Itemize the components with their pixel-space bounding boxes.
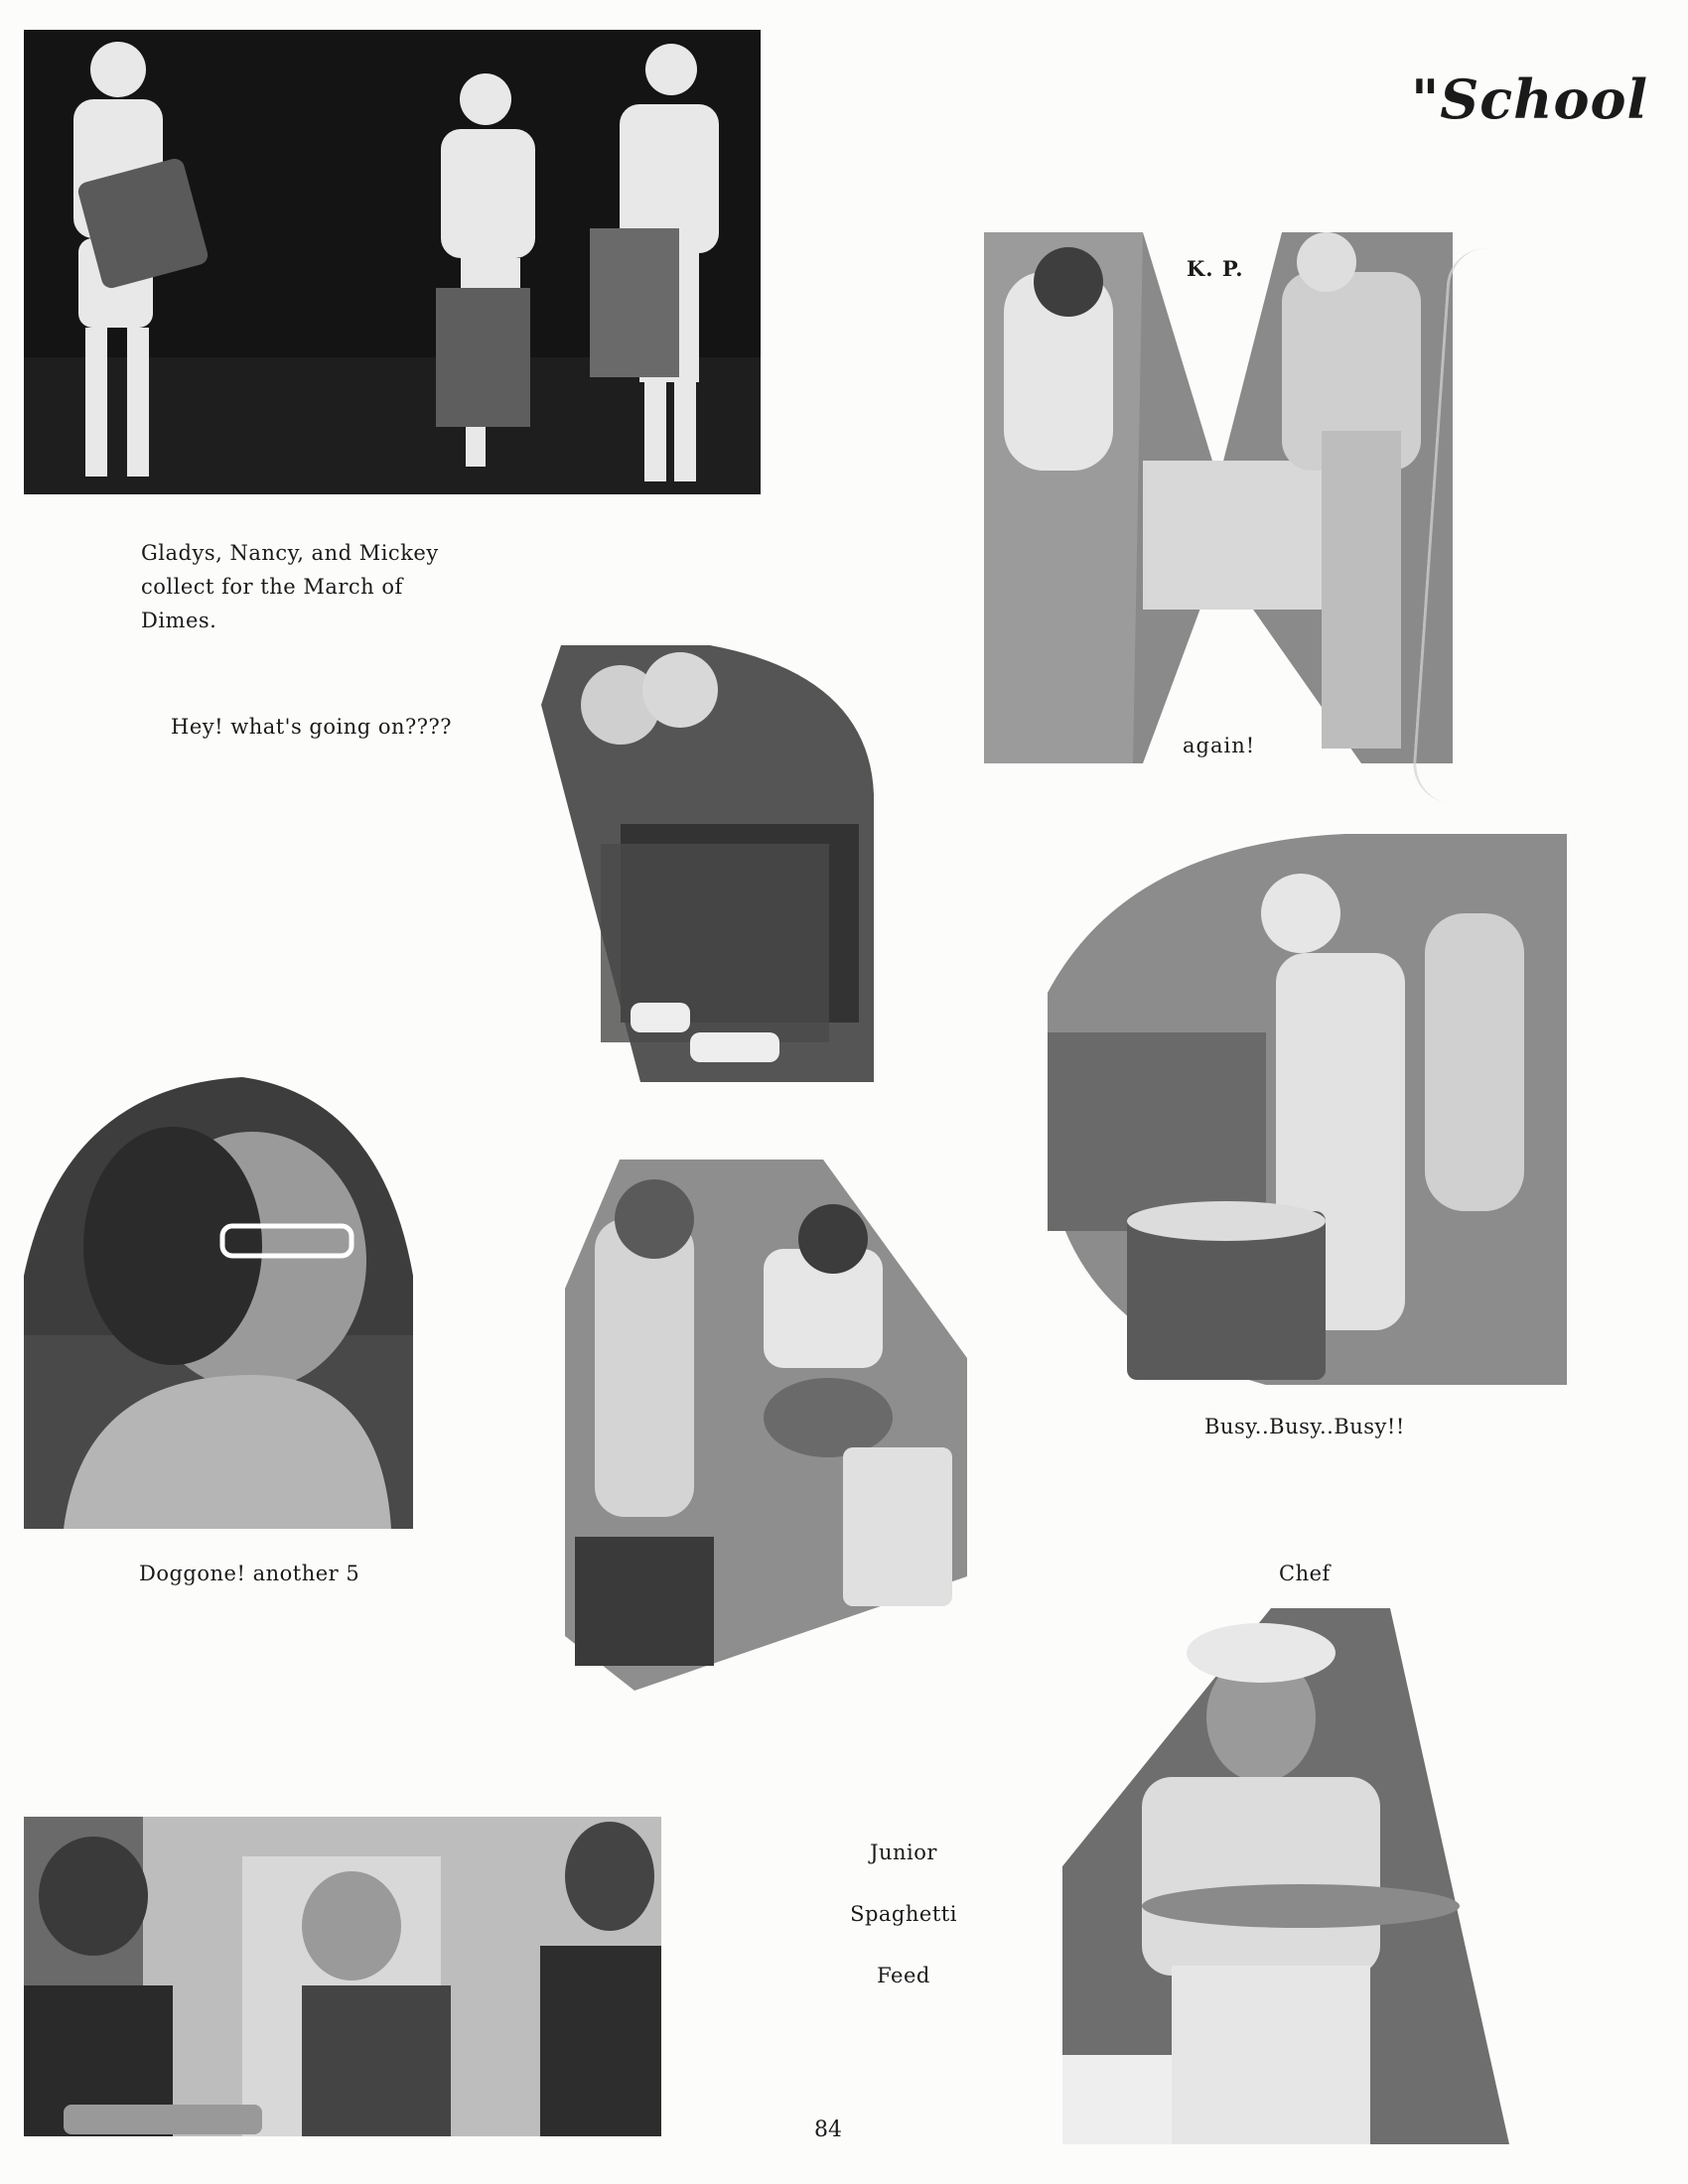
caption-busy: Busy..Busy..Busy!! [1204,1415,1405,1438]
photo-kitchen-art [565,1160,967,1691]
photo-kp-art [984,232,1453,763]
photo-kitchen [565,1160,967,1691]
caption-doggone: Doggone! another 5 [139,1562,360,1585]
photo-march-of-dimes [24,30,761,494]
photo-doggone-art [24,1077,413,1529]
kp-again-label: again! [1183,734,1256,757]
photo-march-of-dimes-art [24,30,761,494]
page-title: "School [1411,68,1648,131]
page-number: 84 [814,2117,842,2142]
caption-line: Spaghetti [850,1902,957,1926]
photo-kp [984,232,1453,763]
photo-doggone [24,1077,413,1529]
photo-busy [1048,834,1567,1385]
caption-line: Gladys, Nancy, and Mickey [141,541,439,565]
caption-chef: Chef [1279,1562,1331,1585]
caption-march-of-dimes [141,536,439,637]
caption-line: Dimes. [141,609,217,632]
caption-spaghetti [849,1822,958,2006]
caption-line: collect for the March of [141,575,403,599]
caption-line: Junior [870,1841,937,1864]
photo-busy-art [1048,834,1567,1385]
caption-whats-going-on: Hey! what's going on???? [171,715,453,739]
photo-whats-going-on-art [541,645,874,1082]
caption-line: Feed [877,1964,930,1987]
kp-label: K. P. [1187,256,1244,281]
photo-tasting [24,1817,661,2136]
photo-tasting-art [24,1817,661,2136]
photo-whats-going-on [541,645,874,1082]
photo-chef-art [1062,1608,1509,2144]
photo-chef [1062,1608,1509,2144]
